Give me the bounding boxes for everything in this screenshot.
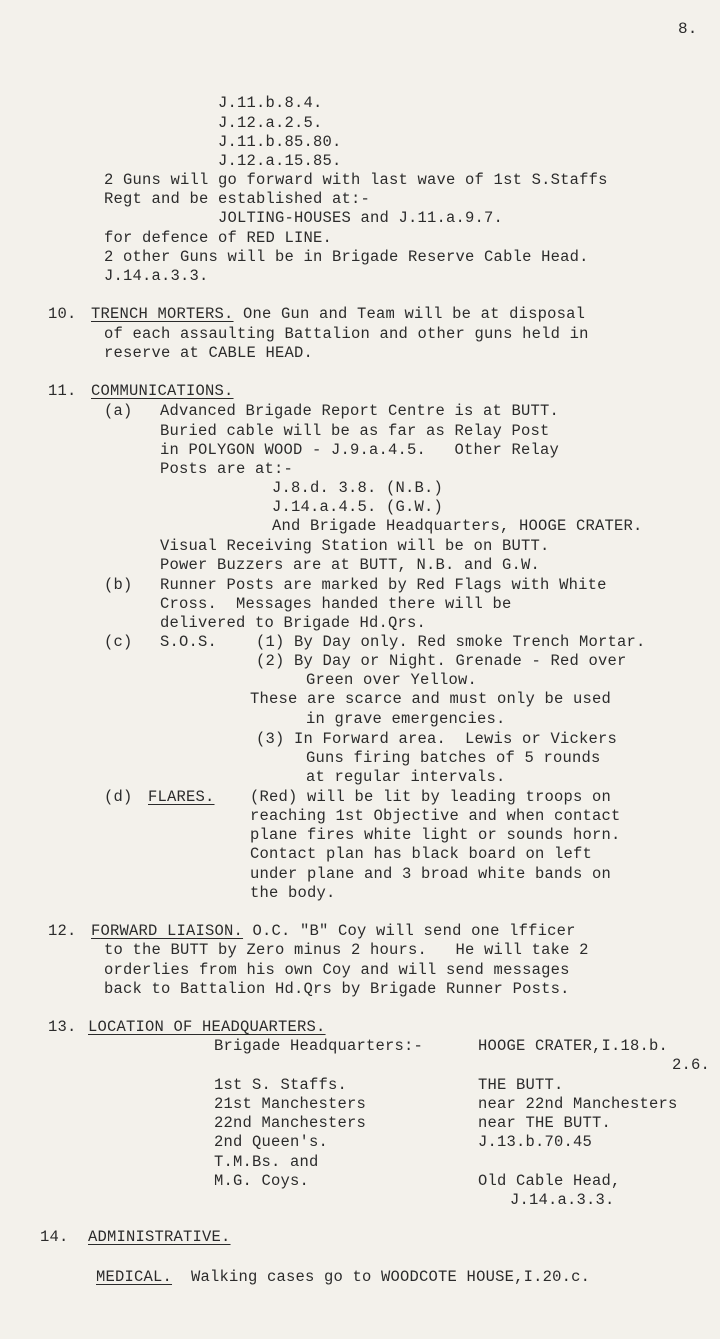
text-line: Cross. Messages handed there will be — [160, 595, 512, 613]
text-line: Power Buzzers are at BUTT, N.B. and G.W. — [160, 556, 541, 574]
unit-location: THE BUTT. — [478, 1076, 564, 1094]
text-line: Regt and be established at:- — [104, 190, 371, 208]
text-line: Green over Yellow. — [306, 671, 478, 689]
unit-location: Old Cable Head, — [478, 1172, 621, 1190]
section-number: 13. — [48, 1018, 77, 1036]
item-label: (a) — [104, 402, 133, 420]
text-line: Advanced Brigade Report Centre is at BUTT. — [160, 402, 560, 420]
text-line: And Brigade Headquarters, HOOGE CRATER. — [272, 517, 643, 535]
text-line: Runner Posts are marked by Red Flags with White — [160, 576, 607, 594]
text-line: back to Battalion Hd.Qrs by Brigade Runner Posts. — [104, 980, 570, 998]
section-heading — [91, 305, 585, 324]
text-line: (1) By Day only. Red smoke Trench Mortar. — [256, 633, 646, 651]
text-line: Contact plan has black board on left — [250, 845, 593, 863]
text-line: 2.6. — [672, 1056, 711, 1074]
text-line: in POLYGON WOOD - J.9.a.4.5. Other Relay — [160, 441, 560, 459]
medical-heading: MEDICAL. — [96, 1268, 173, 1286]
unit-name: M.G. Coys. — [214, 1172, 310, 1190]
section-number: 10. — [48, 305, 77, 323]
text-line: reserve at CABLE HEAD. — [104, 344, 314, 362]
text-line: These are scarce and must only be used — [250, 690, 612, 708]
item-label: (d) — [104, 788, 133, 806]
grid-ref: J.11.b.85.80. — [218, 133, 342, 151]
text-line: J.14.a.3.3. — [104, 267, 209, 285]
section-heading-text: FORWARD LIAISON. — [91, 922, 244, 940]
unit-name: T.M.Bs. and — [214, 1153, 319, 1171]
section-number: 12. — [48, 922, 77, 940]
text-line: JOLTING-HOUSES and J.11.a.9.7. — [218, 209, 504, 227]
text-line: the body. — [250, 884, 336, 902]
unit-name: 21st Manchesters — [214, 1095, 367, 1113]
section-number: 14. — [40, 1228, 69, 1246]
text-line: plane fires white light or sounds horn. — [250, 826, 621, 844]
text-line: Guns firing batches of 5 rounds — [306, 749, 601, 767]
text-line: orderlies from his own Coy and will send messages — [104, 961, 570, 979]
text-line: of each assaulting Battalion and other guns held in — [104, 325, 589, 343]
text-line: 2 Guns will go forward with last wave of 1st S.Staffs — [104, 171, 608, 189]
grid-ref: J.11.b.8.4. — [218, 94, 323, 112]
section-heading-text: TRENCH MORTERS. — [91, 305, 234, 323]
text-line: Visual Receiving Station will be on BUTT. — [160, 537, 550, 555]
grid-ref: J.12.a.15.85. — [218, 152, 342, 170]
item-label: (b) — [104, 576, 133, 594]
text-line: at regular intervals. — [306, 768, 506, 786]
text-line: under plane and 3 broad white bands on — [250, 865, 612, 883]
text-line: Posts are at:- — [160, 460, 294, 478]
unit-name: 22nd Manchesters — [214, 1114, 367, 1132]
unit-name: 2nd Queen's. — [214, 1133, 329, 1151]
text-line: 2 other Guns will be in Brigade Reserve Cable Head. — [104, 248, 589, 266]
section-heading — [91, 922, 576, 941]
text-line: O.C. "B" Coy will send one lfficer — [243, 922, 576, 940]
section-heading: LOCATION OF HEADQUARTERS. — [88, 1018, 326, 1036]
unit-location: J.13.b.70.45 — [478, 1133, 593, 1151]
text-line: One Gun and Team will be at disposal — [233, 305, 586, 323]
text-line: (2) By Day or Night. Grenade - Red over — [256, 652, 627, 670]
item-label: (c) — [104, 633, 133, 651]
text-line: J.14.a.4.5. (G.W.) — [272, 498, 444, 516]
text-line: reaching 1st Objective and when contact — [250, 807, 621, 825]
unit-location: near 22nd Manchesters — [478, 1095, 678, 1113]
text-line: HOOGE CRATER,I.18.b. — [478, 1037, 669, 1055]
text-line: for defence of RED LINE. — [104, 229, 333, 247]
unit-name: 1st S. Staffs. — [214, 1076, 348, 1094]
text-line: (Red) will be lit by leading troops on — [250, 788, 612, 806]
text-line: (3) In Forward area. Lewis or Vickers — [256, 730, 618, 748]
text-line: Brigade Headquarters:- — [214, 1037, 424, 1055]
text-line: to the BUTT by Zero minus 2 hours. He will take 2 — [104, 941, 589, 959]
text-line: in grave emergencies. — [306, 710, 506, 728]
text-line: J.8.d. 3.8. (N.B.) — [272, 479, 444, 497]
unit-location: J.14.a.3.3. — [510, 1191, 615, 1209]
section-number: 11. — [48, 382, 77, 400]
text-line: Buried cable will be as far as Relay Post — [160, 422, 550, 440]
medical-line — [96, 1268, 590, 1287]
unit-location: near THE BUTT. — [478, 1114, 612, 1132]
section-heading: COMMUNICATIONS. — [91, 382, 234, 400]
page-number: 8. — [678, 20, 698, 38]
text-line: S.O.S. — [160, 633, 218, 651]
grid-ref: J.12.a.2.5. — [218, 114, 323, 132]
text-line: Walking cases go to WOODCOTE HOUSE,I.20.c. — [172, 1268, 591, 1286]
text-line: delivered to Brigade Hd.Qrs. — [160, 614, 427, 632]
section-heading: ADMINISTRATIVE. — [88, 1228, 231, 1246]
item-heading: FLARES. — [148, 788, 215, 806]
